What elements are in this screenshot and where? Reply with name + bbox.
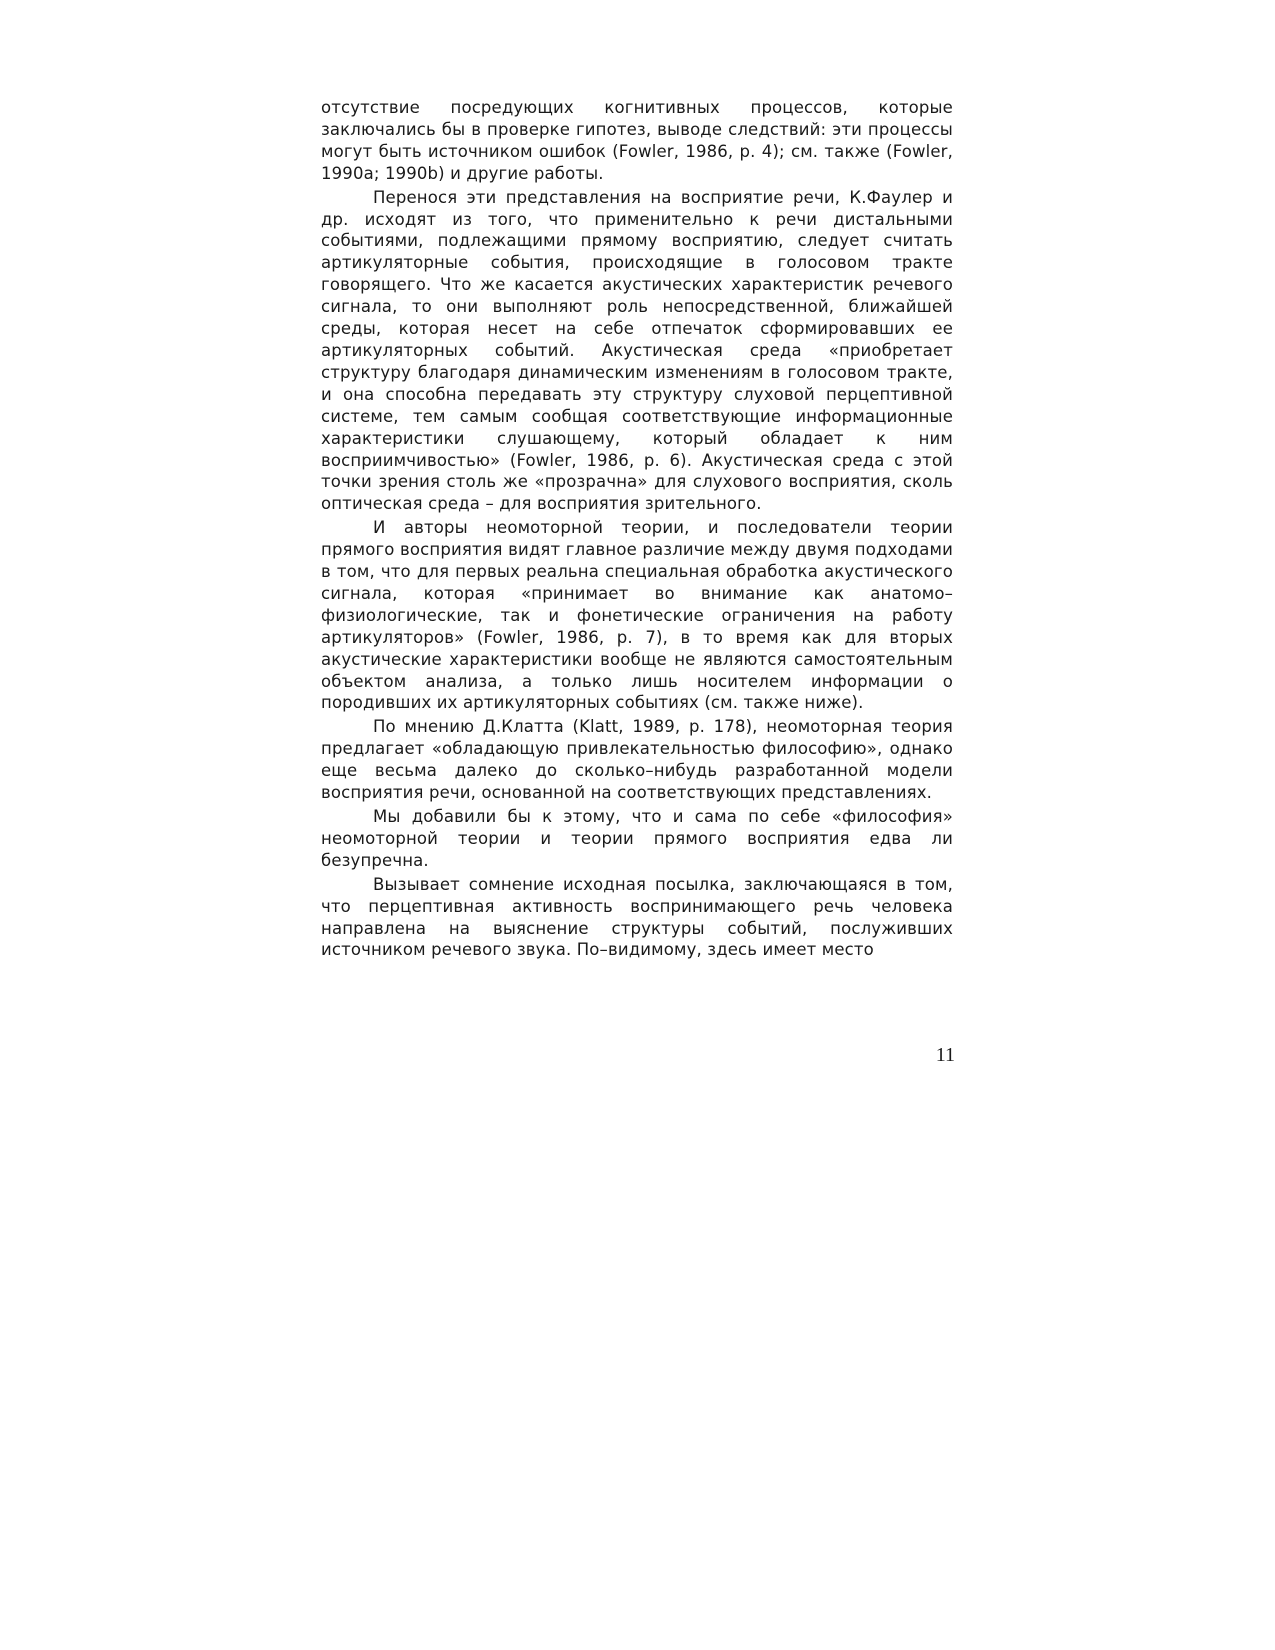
paragraph-klatt-opinion: По мнению Д.Клатта (Klatt, 1989, p. 178), неомоторная теория предлагает «обладающую привлекательностью философию», однако еще весьма далеко до сколько–нибудь разработанной модели восприятия речи, основанной на соответствующих представлениях. (321, 717, 953, 803)
paragraph-initial-premise: Вызывает сомнение исходная посылка, заключающаяся в том, что перцептивная активность воспринимающего речь человека направлена на выяснение структуры событий, послуживших источником речевого звука. По–видимому, здесь имеет место (321, 874, 953, 960)
paragraph-philosophy-remark: Мы добавили бы к этому, что и сама по себе «философия» неомоторной теории и теории прямого восприятия едва ли безупречна. (321, 807, 953, 870)
page-number: 11 (935, 1044, 955, 1066)
paragraph-fowler-speech-perception: Перенося эти представления на восприятие речи, К.Фаулер и др. исходят из того, что применительно к речи дистальными событиями, подлежащими прямому восприятию, следует считать артикуляторные события, происходящие в голосовом тракте говорящего. Что же касается акустических характеристик речевого сигнала, то они выполняют роль непосредственной, ближайшей среды, которая несет на себе отпечаток сформировавших ее артикуляторных событий. Акустическая среда «приобретает структуру благодаря динамическим изменениям в голосовом тракте, и она способна передавать эту структуру слуховой перцептивной системе, тем самым сообщая соответствующие информационные характеристики слушающему, который обладает к ним восприимчивостью» (Fowler, 1986, p. 6). Акустическая среда с этой точки зрения столь же «прозрачна» для слухового восприятия, сколь оптическая среда – для восприятия зрительного. (321, 187, 953, 514)
paragraph-continuation: отсутствие посредующих когнитивных процессов, которые заключались бы в проверке гипотез, выводе следствий: эти процессы могут быть источником ошибок (Fowler, 1986, p. 4); см. также (Fowler, 1990a; 1990b) и другие работы. (321, 98, 953, 183)
page-body (321, 97, 953, 963)
paragraph-theory-differences: И авторы неомоторной теории, и последователи теории прямого восприятия видят главное различие между двумя подходами в том, что для первых реальна специальная обработка акустического сигнала, которая «принимает во внимание как анатомо–физиологические, так и фонетические ограничения на работу артикуляторов» (Fowler, 1986, p. 7), в то время как для вторых акустические характеристики вообще не являются самостоятельным объектом анализа, а только лишь носителем информации о породивших их артикуляторных событиях (см. также ниже). (321, 518, 953, 713)
